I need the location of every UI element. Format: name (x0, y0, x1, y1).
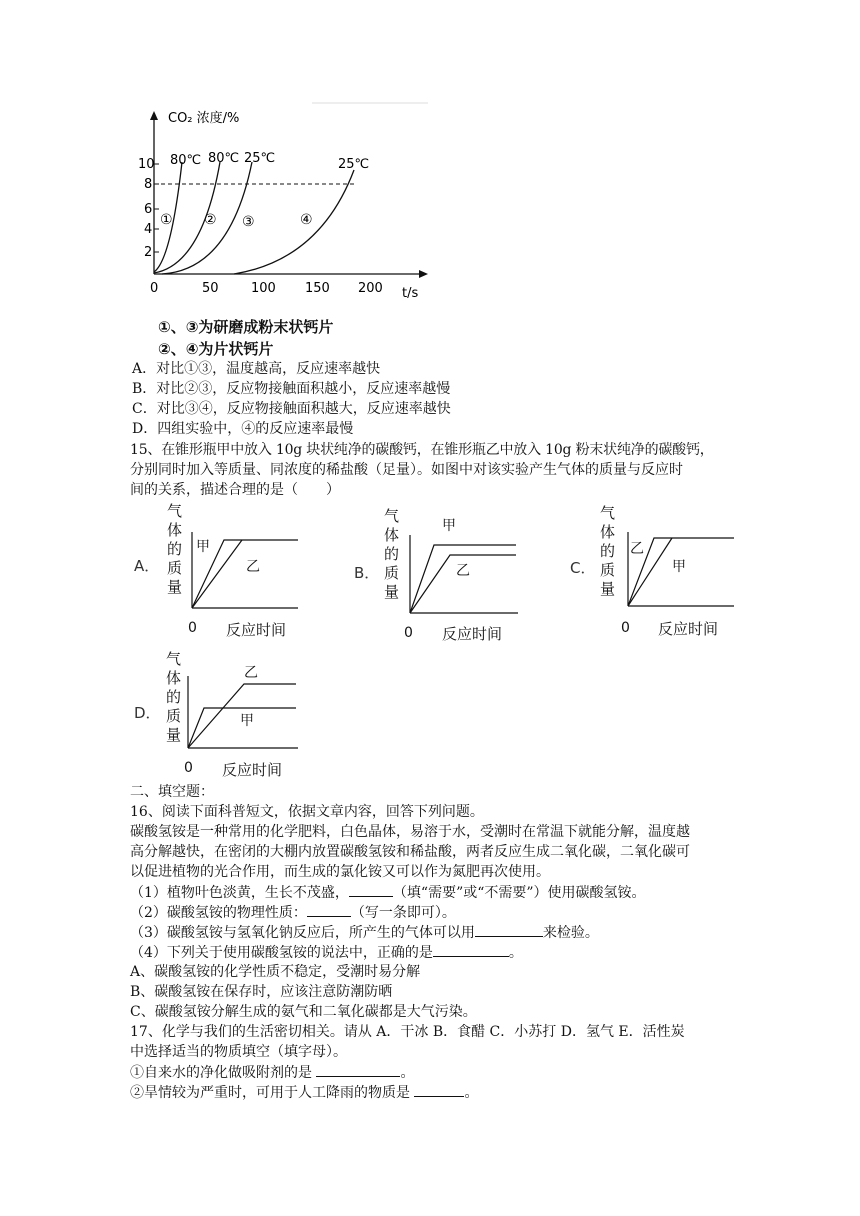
q16-passage-line-3: 以促进植物的光合作用，而生成的氯化铵又可以作为氮肥再次使用。 (130, 864, 550, 880)
graph-b-ylabel: 气 体 的 质 量 (384, 507, 400, 601)
graph-c-xlabel: 反应时间 (658, 620, 719, 638)
graph-b-upper-label: 甲 (442, 518, 456, 534)
q16-blank-4[interactable] (433, 942, 509, 957)
q16-sub-1: （1）植物叶色淡黄，生长不茂盛， （填“需要”或“不需要”）使用碳酸氢铵。 (130, 882, 646, 903)
q16-option-b: B、碳酸氢铵在保存时，应该注意防潮防晒 (130, 984, 393, 1000)
curve-marker-4: ④ (300, 212, 313, 228)
graph-option-d (132, 648, 332, 783)
q15-line-2: 分别同时加入等质量、同浓度的稀盐酸（足量）。如图中对该实验产生气体的质量与反应时 (130, 462, 683, 478)
q14-option-a: A．对比①③，温度越高，反应速率越快 (132, 361, 381, 377)
x-tick-150: 150 (305, 281, 330, 296)
graph-d-letter: D． (134, 704, 161, 722)
graph-b-xlabel: 反应时间 (442, 625, 503, 643)
graph-a-ylabel: 气 体 的 质 量 (167, 502, 183, 596)
graph-d-ylabel: 气 体 的 质 量 (166, 650, 182, 744)
graph-d-lower-label: 甲 (240, 713, 254, 729)
graph-a-lower-label: 乙 (246, 559, 260, 575)
q16-passage-line-1: 碳酸氢铵是一种常用的化学肥料，白色晶体，易溶于水，受潮时在常温下就能分解，温度越 (130, 824, 690, 840)
graph-c-lower-label: 甲 (672, 559, 686, 575)
graph-a-xlabel: 反应时间 (226, 621, 287, 639)
q16-option-c: C、碳酸氢铵分解生成的氨气和二氧化碳都是大气污染。 (130, 1004, 477, 1020)
x-axis-label: t/s (402, 286, 419, 301)
q16-intro: 16、阅读下面科普短文，依据文章内容，回答下列问题。 (130, 804, 484, 820)
graph-option-b (352, 505, 552, 650)
curve-label-4: 25℃ (338, 157, 370, 172)
q16-sub-4: （4）下列关于使用碳酸氢铵的说法中，正确的是 。 (130, 942, 523, 963)
q16-sub-3: （3）碳酸氢铵与氢氧化钠反应后，所产生的气体可以用 来检验。 (130, 922, 599, 943)
q17-line-1: 17、化学与我们的生活密切相关。请从 A．干冰 B．食醋 C．小苏打 D．氢气 E．活性炭 (130, 1024, 685, 1040)
curve-label-3: 25℃ (244, 151, 276, 166)
q17-blank-2[interactable] (414, 1082, 464, 1097)
curve-marker-1: ① (160, 212, 173, 228)
x-axis-arrow-icon (419, 270, 428, 278)
q16-sub-2: （2）碳酸氢铵的物理性质： （写一条即可）。 (130, 902, 456, 923)
q14-option-c: C．对比③④，反应物接触面积越大，反应速率越快 (132, 401, 451, 417)
graph-d-origin: 0 (184, 760, 193, 776)
graph-d-upper-label: 乙 (244, 665, 258, 681)
y-axis-label: CO₂ 浓度/% (168, 111, 240, 126)
q16-blank-1[interactable] (349, 882, 393, 897)
q14-option-b: B．对比②③，反应物接触面积越小，反应速率越慢 (132, 381, 451, 397)
curve-marker-3: ③ (242, 214, 255, 230)
q17-item-2: ②旱情较为严重时，可用于人工降雨的物质是 。 (130, 1082, 478, 1103)
graph-c-letter: C． (570, 559, 596, 577)
graph-a-upper-label: 甲 (196, 539, 210, 555)
graph-b-letter: B． (354, 564, 380, 582)
co2-concentration-chart (140, 100, 440, 305)
section-title: 二、填空题： (130, 784, 214, 800)
q17-item-1: ①自来水的净化做吸附剂的是 。 (130, 1062, 414, 1083)
y-tick-6: 6 (144, 202, 153, 217)
x-tick-0: 0 (150, 281, 159, 296)
y-tick-4: 4 (144, 222, 153, 237)
q16-blank-3[interactable] (475, 922, 543, 937)
q16-option-a: A、碳酸氢铵的化学性质不稳定，受潮时易分解 (130, 964, 421, 980)
curve-marker-2: ② (204, 212, 217, 228)
graph-option-c (568, 502, 768, 647)
q15-line-1: 15、在锥形瓶甲中放入 10g 块状纯净的碳酸钙，在锥形瓶乙中放入 10g 粉末状纯净的碳酸钙， (130, 442, 714, 458)
graph-a-letter: A． (134, 557, 160, 575)
q17-line-2: 中选择适当的物质填空（填字母）。 (130, 1044, 347, 1060)
curve-label-2: 80℃ (208, 151, 240, 166)
x-tick-50: 50 (202, 281, 219, 296)
x-tick-200: 200 (358, 281, 383, 296)
y-tick-2: 2 (144, 245, 153, 260)
graph-c-upper-label: 乙 (630, 541, 644, 557)
graph-c-ylabel: 气 体 的 质 量 (600, 504, 616, 598)
graph-a-origin: 0 (188, 620, 197, 636)
q14-option-d: D．四组实验中，④的反应速率最慢 (132, 421, 354, 437)
graph-c-origin: 0 (621, 620, 630, 636)
chart-note-2: ②、④为片状钙片 (158, 340, 274, 358)
graph-b-lower-label: 乙 (456, 563, 470, 579)
q15-line-3: 间的关系，描述合理的是（ ） (130, 482, 340, 498)
y-tick-8: 8 (144, 177, 153, 192)
graph-option-a (132, 500, 332, 645)
q16-passage-line-2: 高分解越快，在密闭的大棚内放置碳酸氢铵和稀盐酸，两者反应生成二氧化碳，二氧化碳可 (130, 844, 690, 860)
q16-blank-2[interactable] (307, 902, 351, 917)
q17-blank-1[interactable] (316, 1062, 400, 1077)
y-axis-arrow-icon (150, 111, 158, 120)
curve-label-1: 80℃ (170, 153, 202, 168)
y-tick-10: 10 (138, 157, 155, 172)
graph-b-origin: 0 (404, 625, 413, 641)
x-tick-100: 100 (251, 281, 276, 296)
chart-note-1: ①、③为研磨成粉末状钙片 (158, 318, 334, 336)
graph-d-xlabel: 反应时间 (222, 761, 283, 779)
